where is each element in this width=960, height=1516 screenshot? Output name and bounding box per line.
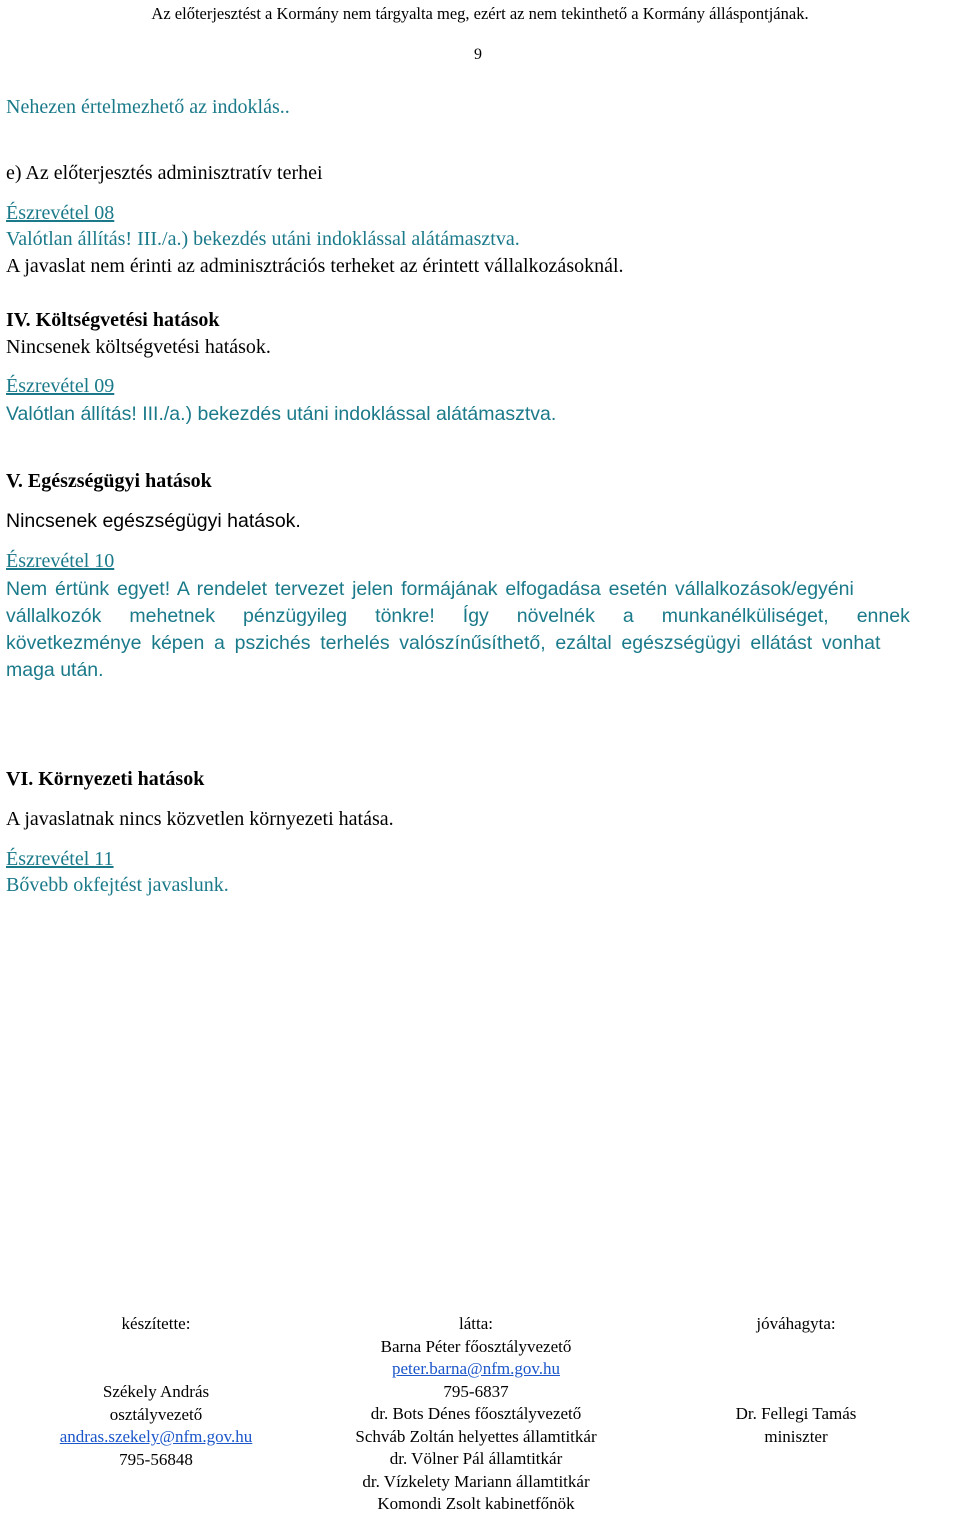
seen-line6: dr. Völner Pál államtitkár bbox=[389, 1449, 563, 1468]
page-number: 9 bbox=[474, 46, 482, 63]
note-08-line2: A javaslat nem érinti az adminisztrációs terheket az érintett vállalkozásoknál. bbox=[6, 255, 624, 277]
prepared-name: Székely András bbox=[102, 1382, 210, 1401]
note-09-line1: Valótlan állítás! III./a.) bekezdés utáni indoklással alátámasztva. bbox=[6, 403, 557, 425]
footer-prepared bbox=[40, 1313, 272, 1471]
note-09-title[interactable]: Észrevétel 09 bbox=[6, 375, 115, 397]
seen-phone: 795-6837 bbox=[443, 1381, 509, 1401]
page-header-disclaimer: Az előterjesztést a Kormány nem tárgyalta meg, ezért az nem tekinthető a Kormány álláspontjának. bbox=[151, 4, 809, 23]
spacer bbox=[690, 1336, 902, 1359]
note-10-line3: következménye képen a pszichés terhelés valószínűsíthető, ezáltal egészségügyi ellátást vonhat bbox=[6, 632, 881, 654]
approved-role: miniszter bbox=[764, 1426, 828, 1446]
spacer bbox=[690, 1358, 902, 1381]
section-vi-text: A javaslatnak nincs közvetlen környezeti hatása. bbox=[6, 808, 394, 830]
section-iv-text: Nincsenek költségvetési hatások. bbox=[6, 336, 271, 358]
note-08-title[interactable]: Észrevétel 08 bbox=[6, 202, 115, 224]
prepared-role: osztályvezető bbox=[109, 1404, 203, 1424]
note-08-line1: Valótlan állítás! III./a.) bekezdés utáni indoklással alátámasztva. bbox=[6, 228, 520, 250]
note-11-line1: Bővebb okfejtést javaslunk. bbox=[6, 874, 229, 896]
approved-name: Dr. Fellegi Tamás bbox=[735, 1404, 857, 1423]
seen-label: látta: bbox=[459, 1314, 493, 1333]
seen-line5: Schváb Zoltán helyettes államtitkár bbox=[355, 1426, 597, 1446]
footer-seen bbox=[316, 1313, 636, 1516]
note-10-line1-row bbox=[6, 578, 954, 601]
section-iv-heading: IV. Költségvetési hatások bbox=[6, 309, 220, 331]
section-v-text: Nincsenek egészségügyi hatások. bbox=[6, 510, 301, 532]
prepared-label: készítette: bbox=[121, 1314, 191, 1333]
seen-line1: Barna Péter főosztályvezető bbox=[380, 1336, 572, 1356]
seen-email[interactable]: peter.barna@nfm.gov.hu bbox=[392, 1359, 560, 1378]
spacer bbox=[690, 1381, 902, 1404]
prepared-email[interactable]: andras.szekely@nfm.gov.hu bbox=[59, 1427, 253, 1446]
seen-line7: dr. Vízkelety Mariann államtitkár bbox=[362, 1471, 590, 1491]
seen-line4: dr. Bots Dénes főosztályvezető bbox=[370, 1404, 582, 1423]
note-10-title[interactable]: Észrevétel 10 bbox=[6, 550, 115, 572]
note-11-title[interactable]: Észrevétel 11 bbox=[6, 848, 114, 870]
intro-comment: Nehezen értelmezhető az indoklás.. bbox=[6, 96, 290, 118]
note-10-line2: vállalkozók mehetnek pénzügyileg tönkre! Így növelnék a munkanélküliséget, ennek bbox=[6, 605, 910, 627]
section-e-heading: e) Az előterjesztés adminisztratív terhei bbox=[6, 162, 323, 184]
prepared-phone: 795-56848 bbox=[119, 1449, 193, 1469]
approved-label: jóváhagyta: bbox=[756, 1314, 836, 1333]
spacer bbox=[40, 1336, 272, 1359]
note-10-line1: Nem értünk egyet! A rendelet tervezet jelen formájának elfogadása esetén vállalkozások/egyéni bbox=[6, 578, 854, 600]
footer-approved bbox=[690, 1313, 902, 1448]
note-10-line4: maga után. bbox=[6, 659, 104, 681]
section-v-heading: V. Egészségügyi hatások bbox=[6, 470, 212, 492]
seen-line8: Komondi Zsolt kabinetfőnök bbox=[377, 1494, 575, 1513]
section-vi-heading: VI. Környezeti hatások bbox=[6, 768, 205, 790]
